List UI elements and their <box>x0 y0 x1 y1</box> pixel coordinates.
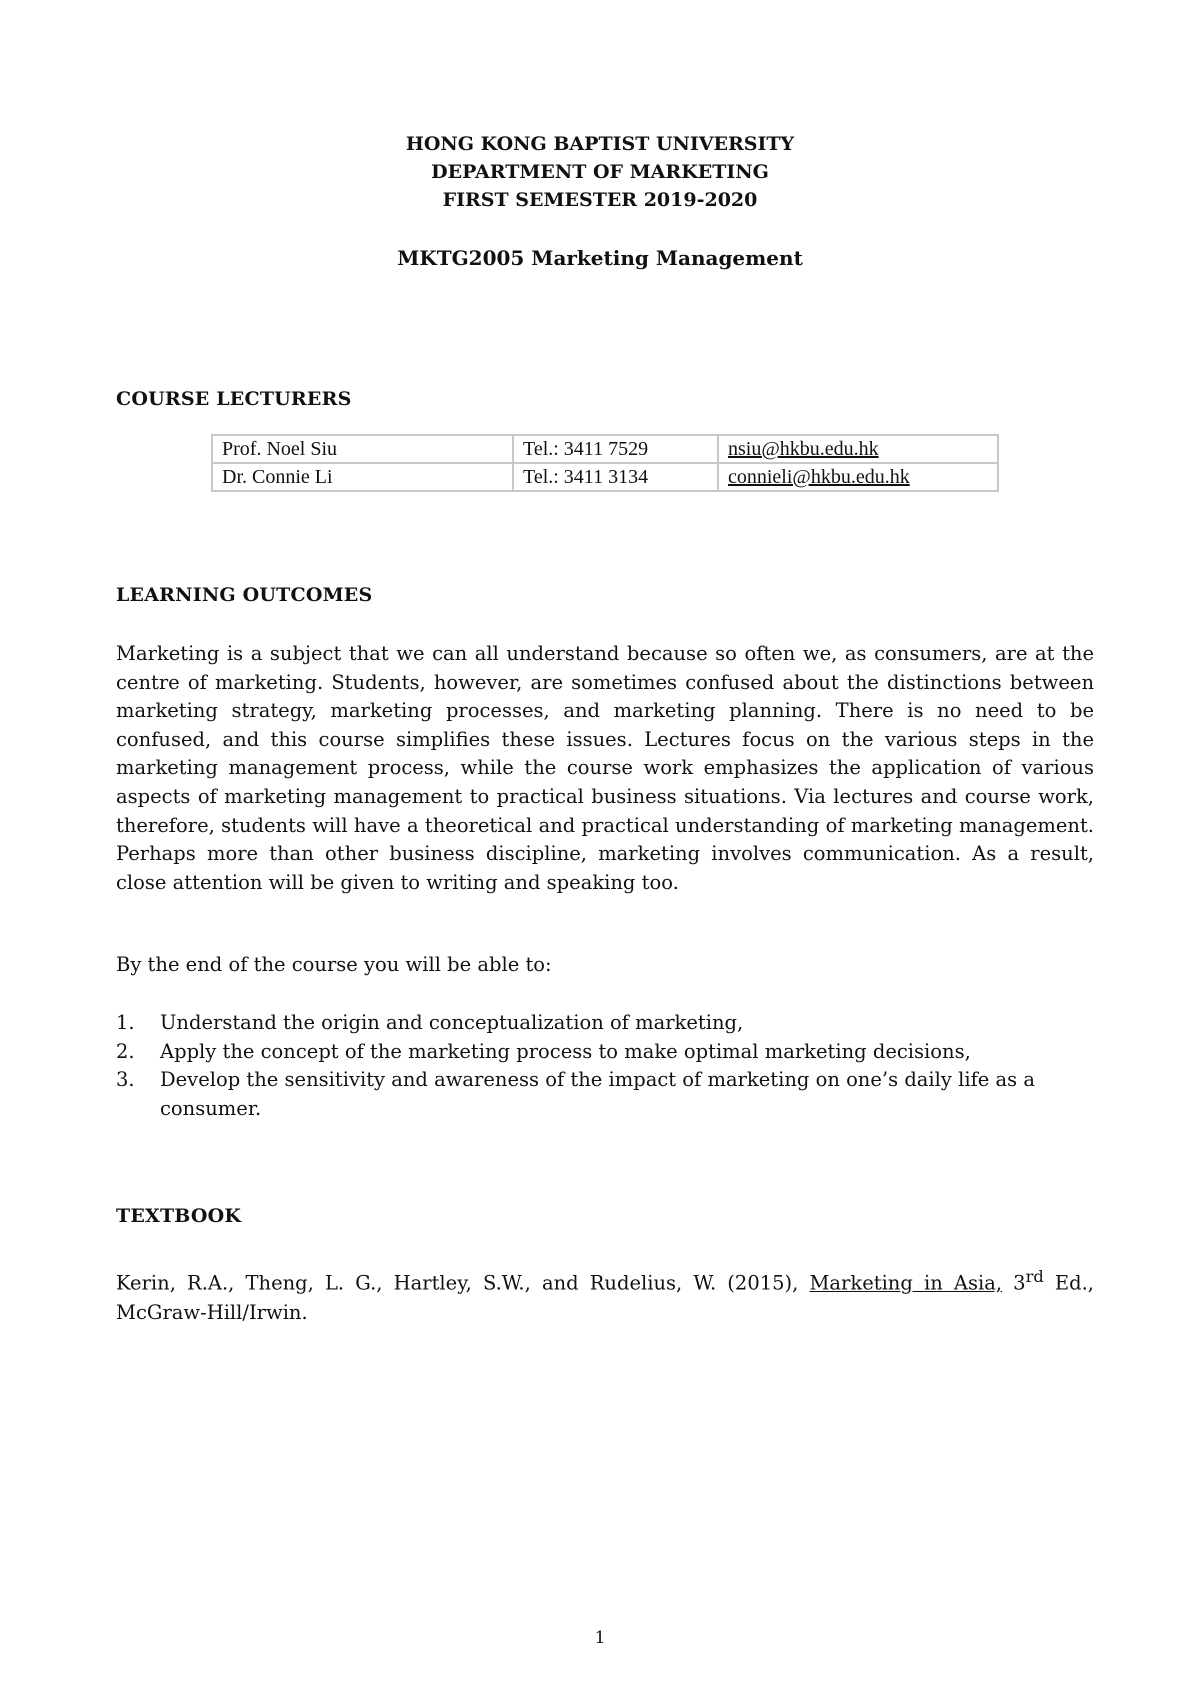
lecturer-email-cell <box>718 463 998 491</box>
outcomes-intro: By the end of the course you will be able to: <box>116 953 552 976</box>
department-name: DEPARTMENT OF MARKETING <box>431 161 769 183</box>
list-item-number: 1. <box>116 1011 135 1034</box>
table-row <box>212 435 998 463</box>
textbook-edition-publisher: Ed., McGraw-Hill/Irwin. <box>116 1271 1094 1324</box>
document-header <box>0 130 1200 214</box>
textbook-authors: Kerin, R.A., Theng, L. G., Hartley, S.W., and Rudelius, W. (2015), <box>116 1271 810 1295</box>
textbook-heading: TEXTBOOK <box>116 1205 242 1227</box>
list-item-number: 2. <box>116 1039 135 1063</box>
lecturer-phone: Tel.: 3411 3134 <box>513 463 718 491</box>
table-row <box>212 463 998 491</box>
lecturer-email-link[interactable]: connieli@hkbu.edu.hk <box>728 465 910 488</box>
list-item-text: Develop the sensitivity and awareness of the impact of marketing on one’s daily life as a consumer. <box>160 1068 1035 1120</box>
textbook-title: Marketing in Asia, <box>809 1271 1003 1295</box>
outcomes-list <box>116 1009 1094 1123</box>
list-item-number: 3. <box>116 1068 135 1092</box>
textbook-reference <box>116 1262 1094 1327</box>
learning-outcomes-paragraph: Marketing is a subject that we can all understand because so often we, as consumers, are at the centre of marketing. Students, however, are sometimes confused about the distinctions between marketing strategy, marketing processes, and marketing planning. There is no need to be confused, and this course simplifies these issues. Lectures focus on the various steps in the marketing management process, while the course work emphasizes the application of various aspects of marketing management to practical business situations. Via lectures and course work, therefore, students will have a theoretical and practical understanding of marketing management. Perhaps more than other business discipline, marketing involves communication. As a result, close attention will be given to writing and speaking too. <box>116 642 1094 894</box>
lecturer-phone: Tel.: 3411 7529 <box>513 435 718 463</box>
university-name: HONG KONG BAPTIST UNIVERSITY <box>405 133 795 155</box>
textbook-edition-number: 3 <box>1002 1271 1026 1295</box>
lecturer-name: Dr. Connie Li <box>212 463 513 491</box>
semester-label: FIRST SEMESTER 2019-2020 <box>442 189 758 211</box>
lecturer-email-link[interactable]: nsiu@hkbu.edu.hk <box>728 437 879 460</box>
list-item <box>116 1009 1094 1038</box>
list-item <box>116 1038 1094 1067</box>
textbook-edition-suffix: rd <box>1025 1267 1044 1286</box>
course-title: MKTG2005 Marketing Management <box>397 246 803 270</box>
lecturer-email-cell <box>718 435 998 463</box>
page-number: 1 <box>594 1628 606 1648</box>
lecturer-name: Prof. Noel Siu <box>212 435 513 463</box>
course-lecturers-heading: COURSE LECTURERS <box>116 388 352 410</box>
list-item-text: Apply the concept of the marketing process to make optimal marketing decisions, <box>160 1039 971 1063</box>
list-item <box>116 1066 1094 1123</box>
list-item-text: Understand the origin and conceptualization of marketing, <box>160 1011 744 1034</box>
learning-outcomes-heading: LEARNING OUTCOMES <box>116 584 373 606</box>
lecturers-table <box>211 434 999 492</box>
